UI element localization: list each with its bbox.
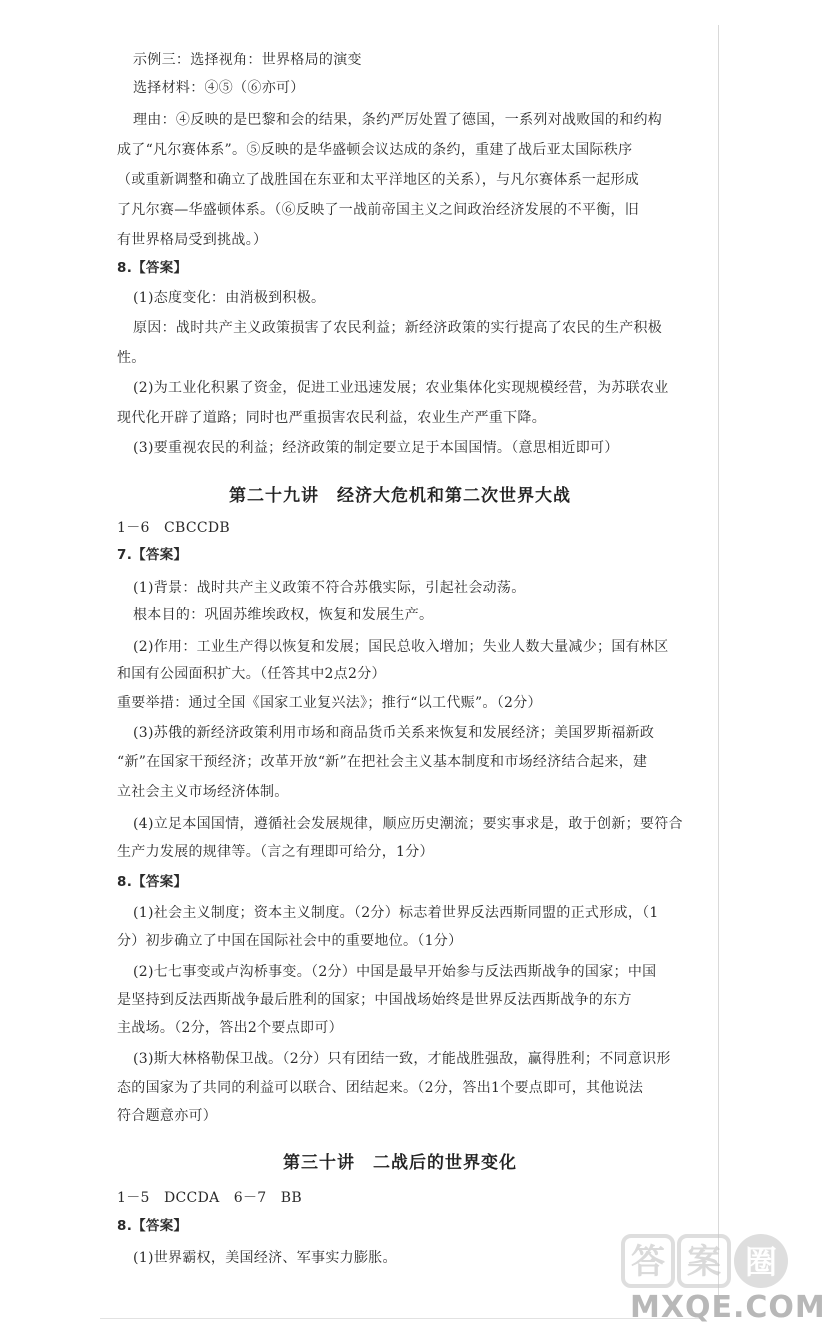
- text-line: (1)背景：战时共产主义政策不符合苏俄实际，引起社会动荡。: [133, 580, 526, 596]
- text-line: 了凡尔赛—华盛顿体系。（⑥反映了一战前帝国主义之间政治经济发展的不平衡，旧: [117, 202, 640, 218]
- svg-text:答: 答: [631, 1242, 665, 1282]
- text-line: (3)斯大林格勒保卫战。（2分）只有团结一致，才能战胜强敌，赢得胜利；不同意识形: [133, 1051, 671, 1067]
- choice-answers: 1－6 CBCCDB: [117, 520, 231, 536]
- text-line: （或重新调整和确立了战胜国在东亚和太平洋地区的关系），与凡尔赛体系一起形成: [117, 172, 640, 188]
- page-bottom-line: [100, 1318, 700, 1319]
- text-line: 和国有公园面积扩大。（任答其中2点2分）: [117, 666, 386, 682]
- section-title: 第三十讲 二战后的世界变化: [283, 1153, 517, 1173]
- text-line: “新”在国家干预经济；改革开放“新”在把社会主义基本制度和市场经济结合起来，建: [117, 754, 648, 770]
- text-line: 生产力发展的规律等。（言之有理即可给分，1分）: [117, 844, 434, 860]
- text-line: 示例三：选择视角：世界格局的演变: [133, 52, 362, 68]
- text-line: (1)态度变化：由消极到积极。: [133, 290, 326, 306]
- text-line: 现代化开辟了道路；同时也严重损害农民利益，农业生产严重下降。: [117, 410, 546, 426]
- page-edge-line: [718, 25, 719, 1300]
- answer-heading: 8.【答案】: [117, 260, 188, 276]
- text-line: 立社会主义市场经济体制。: [117, 784, 289, 800]
- text-line: (2)七七事变或卢沟桥事变。（2分）中国是最早开始参与反法西斯战争的国家；中国: [133, 964, 657, 980]
- text-line: 原因：战时共产主义政策损害了农民利益；新经济政策的实行提高了农民的生产积极: [133, 320, 663, 336]
- text-line: 选择材料：④⑤（⑥亦可）: [133, 80, 305, 96]
- text-line: 重要举措：通过全国《国家工业复兴法》；推行“以工代赈”。（2分）: [117, 695, 542, 711]
- text-line: 成了“凡尔赛体系”。⑤反映的是华盛顿会议达成的条约，重建了战后亚太国际秩序: [117, 142, 633, 158]
- text-line: 是坚持到反法西斯战争最后胜利的国家；中国战场始终是世界反法西斯战争的东方: [117, 992, 632, 1008]
- text-line: (1)社会主义制度；资本主义制度。（2分）标志着世界反法西斯同盟的正式形成，（1: [133, 905, 659, 921]
- answer-heading: 8.【答案】: [117, 1218, 188, 1234]
- text-line: (2)作用：工业生产得以恢复和发展；国民总收入增加；失业人数大量减少；国有林区: [133, 639, 669, 655]
- text-line: 根本目的：巩固苏维埃政权，恢复和发展生产。: [133, 607, 434, 623]
- text-line: 态的国家为了共同的利益可以联合、团结起来。（2分，答出1个要点即可，其他说法: [117, 1080, 644, 1096]
- choice-answers: 1－5 DCCDA 6－7 BB: [117, 1190, 302, 1206]
- text-line: (3)要重视农民的利益；经济政策的制定要立足于本国国情。（意思相近即可）: [133, 440, 619, 456]
- svg-text:案: 案: [687, 1242, 721, 1282]
- text-line: 主战场。（2分，答出2个要点即可）: [117, 1020, 343, 1036]
- text-line: (1)世界霸权，美国经济、军事实力膨胀。: [133, 1250, 397, 1266]
- section-title: 第二十九讲 经济大危机和第二次世界大战: [229, 486, 571, 506]
- answer-heading: 7.【答案】: [117, 547, 188, 563]
- text-line: 有世界格局受到挑战。）: [117, 232, 268, 248]
- text-line: (4)立足本国国情，遵循社会发展规律，顺应历史潮流；要实事求是，敢于创新；要符合: [133, 816, 683, 832]
- text-line: 理由：④反映的是巴黎和会的结果，条约严厉处置了德国，一系列对战败国的和约构: [133, 112, 663, 128]
- text-line: 分）初步确立了中国在国际社会中的重要地位。（1分）: [117, 933, 463, 949]
- text-line: 性。: [117, 350, 146, 366]
- svg-text:圈: 圈: [744, 1243, 778, 1281]
- watermark-site-text: MXQE.COM: [630, 1290, 826, 1325]
- text-line: 符合题意亦可）: [117, 1108, 218, 1124]
- text-line: (3)苏俄的新经济政策利用市场和商品货币关系来恢复和发展经济；美国罗斯福新政: [133, 725, 655, 741]
- text-line: (2)为工业化积累了资金，促进工业迅速发展；农业集体化实现规模经营，为苏联农业: [133, 380, 669, 396]
- answer-heading: 8.【答案】: [117, 874, 188, 890]
